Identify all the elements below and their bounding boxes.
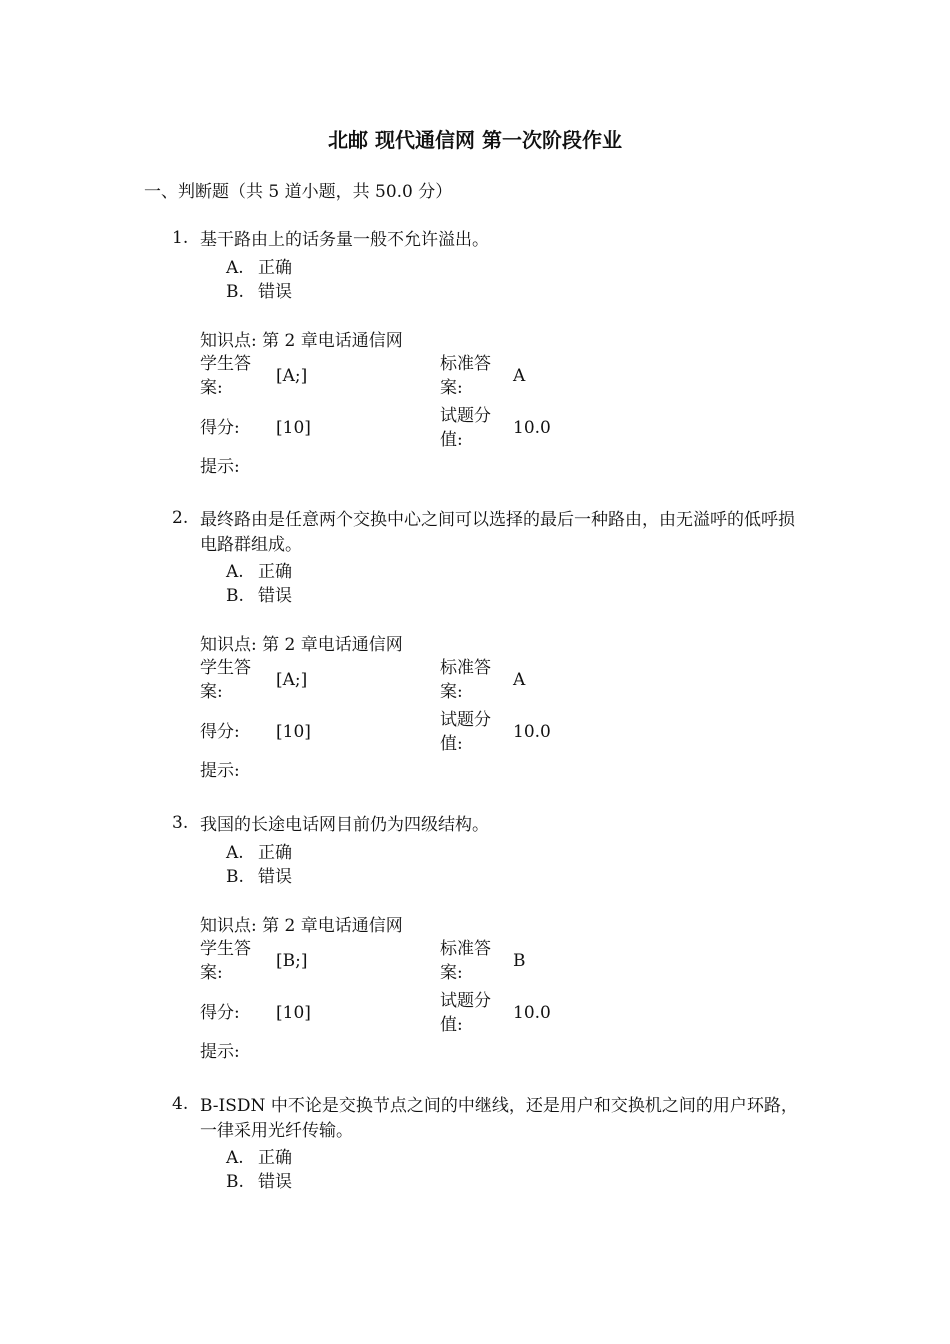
question-value: 10.0 bbox=[513, 418, 551, 438]
knowledge-value: 第 2 章电话通信网 bbox=[262, 916, 403, 936]
option-text: 错误 bbox=[258, 867, 292, 887]
score-label: 得分: bbox=[200, 722, 240, 742]
standard-answer-label: 标准答 案: bbox=[440, 658, 491, 702]
standard-answer-label: 标准答 案: bbox=[440, 354, 491, 398]
knowledge-label: 知识点: bbox=[200, 331, 257, 351]
option-letter: B. bbox=[226, 867, 244, 887]
question-text: 基干路由上的话务量一般不允许溢出。 bbox=[200, 230, 489, 250]
hint-label: 提示: bbox=[200, 761, 240, 781]
option-letter: A. bbox=[226, 843, 244, 863]
option-letter: A. bbox=[226, 562, 244, 582]
option-a[interactable] bbox=[226, 1143, 292, 1168]
option-b[interactable] bbox=[226, 1167, 292, 1192]
option-text: 错误 bbox=[258, 1172, 292, 1192]
option-b[interactable] bbox=[226, 277, 292, 302]
question-value: 10.0 bbox=[513, 1003, 551, 1023]
knowledge-label: 知识点: bbox=[200, 916, 257, 936]
question-text: B-ISDN 中不论是交换节点之间的中继线，还是用户和交换机之间的用户环路，一律采用光纤传输。 bbox=[200, 1096, 798, 1141]
question-value-label: 试题分 值: bbox=[440, 991, 491, 1035]
question-text: 我国的长途电话网目前仍为四级结构。 bbox=[200, 815, 489, 835]
option-a[interactable] bbox=[226, 838, 292, 863]
option-text: 错误 bbox=[258, 282, 292, 302]
option-letter: B. bbox=[226, 282, 244, 302]
option-text: 正确 bbox=[258, 1148, 292, 1168]
student-answer-value: [B;] bbox=[276, 951, 308, 971]
student-answer-label: 学生答 案: bbox=[200, 658, 251, 702]
question-text: 最终路由是任意两个交换中心之间可以选择的最后一种路由，由无溢呼的低呼损电路群组成。 bbox=[200, 510, 795, 555]
page-title: 北邮 现代通信网 第一次阶段作业 bbox=[328, 128, 622, 152]
score-label: 得分: bbox=[200, 1003, 240, 1023]
option-a[interactable] bbox=[226, 253, 292, 278]
standard-answer-value: B bbox=[513, 951, 526, 971]
question-number: 1. bbox=[172, 228, 189, 248]
score-value: [10] bbox=[276, 418, 311, 438]
student-answer-value: [A;] bbox=[276, 670, 308, 690]
option-letter: A. bbox=[226, 1148, 244, 1168]
hint-label: 提示: bbox=[200, 1042, 240, 1062]
knowledge-point bbox=[200, 911, 403, 936]
option-letter: B. bbox=[226, 1172, 244, 1192]
student-answer-label: 学生答 案: bbox=[200, 354, 251, 398]
knowledge-label: 知识点: bbox=[200, 635, 257, 655]
question-number: 2. bbox=[172, 508, 189, 528]
knowledge-point bbox=[200, 326, 403, 351]
score-value: [10] bbox=[276, 722, 311, 742]
option-b[interactable] bbox=[226, 581, 292, 606]
standard-answer-value: A bbox=[513, 670, 526, 690]
option-letter: A. bbox=[226, 258, 244, 278]
student-answer-label: 学生答 案: bbox=[200, 939, 251, 983]
option-letter: B. bbox=[226, 586, 244, 606]
score-value: [10] bbox=[276, 1003, 311, 1023]
standard-answer-label: 标准答 案: bbox=[440, 939, 491, 983]
standard-answer-value: A bbox=[513, 366, 526, 386]
knowledge-point bbox=[200, 630, 403, 655]
knowledge-value: 第 2 章电话通信网 bbox=[262, 331, 403, 351]
option-b[interactable] bbox=[226, 862, 292, 887]
option-text: 正确 bbox=[258, 258, 292, 278]
question-number: 4. bbox=[172, 1094, 189, 1114]
option-a[interactable] bbox=[226, 557, 292, 582]
knowledge-value: 第 2 章电话通信网 bbox=[262, 635, 403, 655]
option-text: 错误 bbox=[258, 586, 292, 606]
question-value-label: 试题分 值: bbox=[440, 710, 491, 754]
question-value-label: 试题分 值: bbox=[440, 406, 491, 450]
question-value: 10.0 bbox=[513, 722, 551, 742]
question-number: 3. bbox=[172, 813, 189, 833]
option-text: 正确 bbox=[258, 843, 292, 863]
hint-label: 提示: bbox=[200, 457, 240, 477]
student-answer-value: [A;] bbox=[276, 366, 308, 386]
option-text: 正确 bbox=[258, 562, 292, 582]
score-label: 得分: bbox=[200, 418, 240, 438]
section-heading: 一、判断题（共 5 道小题，共 50.0 分） bbox=[144, 182, 453, 202]
